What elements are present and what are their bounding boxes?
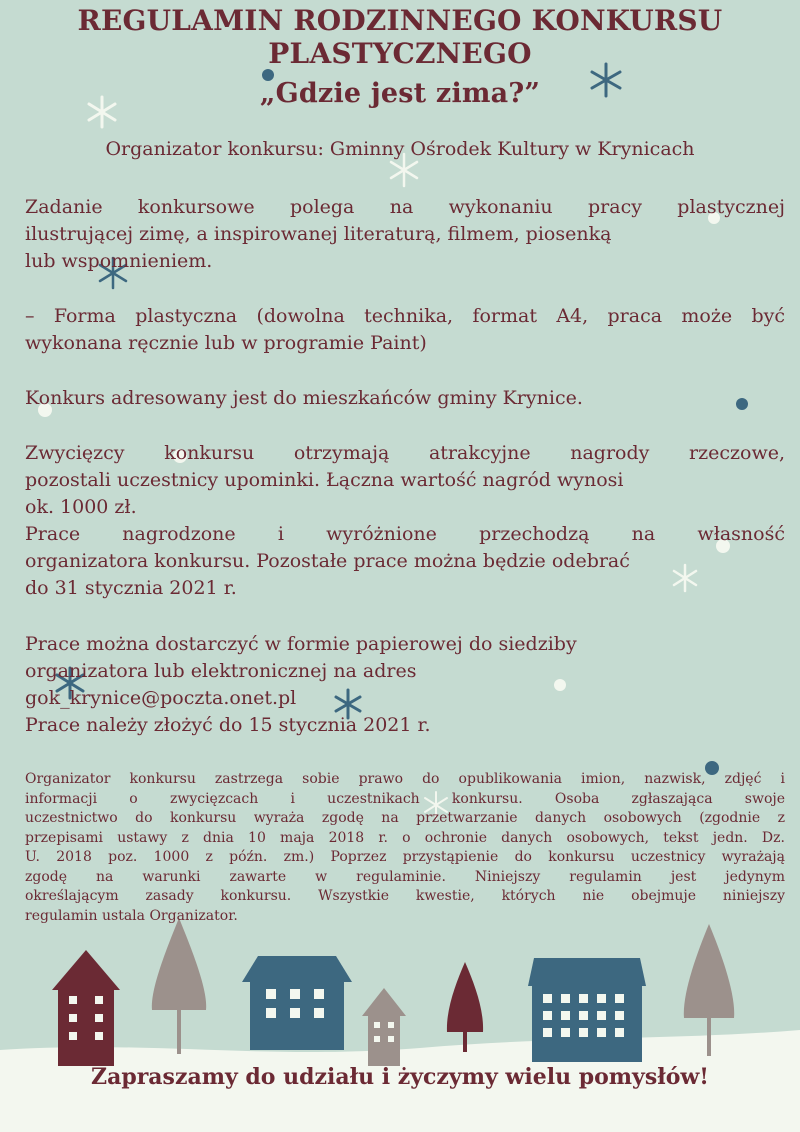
legal-line: przepisami ustawy z dnia 10 maja 2018 r. o ochronie danych osobowych, tekst jedn. Dz.: [25, 829, 785, 846]
prizes-line: organizatora konkursu. Pozostałe prace można będzie odebrać: [25, 550, 630, 572]
red-tree: [447, 962, 483, 1052]
delivery-paragraph: [25, 631, 785, 739]
prizes-line: do 31 stycznia 2021 r.: [25, 577, 237, 599]
prizes-line: pozostali uczestnicy upominki. Łączna wartość nagród wynosi: [25, 469, 624, 491]
audience-paragraph: [25, 385, 785, 412]
closing-invitation: Zapraszamy do udziału i życzymy wielu pomysłów!: [91, 1064, 709, 1090]
grey-tree: [152, 918, 206, 1054]
title-line-1: REGULAMIN RODZINNEGO KONKURSU: [77, 4, 723, 37]
form-line: – Forma plastyczna (dowolna technika, format A4, praca może być: [25, 305, 785, 327]
red-house: [52, 950, 120, 1066]
legal-notice: [25, 770, 785, 926]
task-line: lub wspomnieniem.: [25, 250, 213, 272]
title-line-2: PLASTYCZNEGO: [268, 37, 532, 70]
legal-line: uczestnictwo do konkursu wyraża zgodę na przetwarzanie danych osobowych (zgodnie z: [25, 810, 785, 826]
legal-line: informacji o zwycięzcach i uczestnikach konkursu. Osoba zgłaszająca swoje: [25, 790, 785, 807]
legal-line: Organizator konkursu zastrzega sobie prawo do opublikowania imion, nazwisk, zdjęć i: [25, 771, 785, 787]
audience-line: Konkurs adresowany jest do mieszkańców gminy Krynice.: [25, 387, 583, 409]
task-paragraph: [25, 194, 785, 275]
blue-house: [242, 956, 352, 1050]
prizes-line: Prace nagrodzone i wyróżnione przechodzą na własność: [25, 523, 785, 545]
legal-line: regulamin ustala Organizator.: [25, 907, 238, 924]
delivery-line: Prace można dostarczyć w formie papierowej do siedziby: [25, 633, 577, 655]
prizes-line: Zwycięzcy konkursu otrzymają atrakcyjne nagrody rzeczowe,: [25, 442, 785, 464]
legal-line: określającym zasady konkursu. Wszystkie kwestie, których nie obejmuje niniejszy: [25, 888, 785, 904]
blue-apartment: [528, 958, 646, 1062]
form-line: wykonana ręcznie lub w programie Paint): [25, 332, 427, 354]
form-paragraph: [25, 303, 785, 357]
delivery-line: organizatora lub elektronicznej na adres: [25, 660, 417, 682]
prizes-line: ok. 1000 zł.: [25, 496, 137, 518]
prizes-paragraph: [25, 440, 785, 602]
legal-line: U. 2018 poz. 1000 z późn. zm.) Poprzez przystąpienie do konkursu uczestnicy wyrażają: [25, 849, 785, 865]
deadline-line: Prace należy złożyć do 15 stycznia 2021 r.: [25, 714, 431, 736]
task-line: ilustrującej zimę, a inspirowanej literaturą, filmem, piosenką: [25, 223, 612, 245]
task-line: Zadanie konkursowe polega na wykonaniu pracy plastycznej: [25, 196, 785, 218]
email-address[interactable]: gok_krynice@poczta.onet.pl: [25, 687, 297, 709]
organizer-line: Organizator konkursu: Gminny Ośrodek Kultury w Krynicach: [105, 138, 695, 160]
grey-house: [362, 988, 406, 1066]
contest-name: „Gdzie jest zima?”: [259, 78, 541, 109]
legal-line: zgodę na warunki zawarte w regulaminie. Niniejszy regulamin jest jedynym: [25, 868, 785, 885]
